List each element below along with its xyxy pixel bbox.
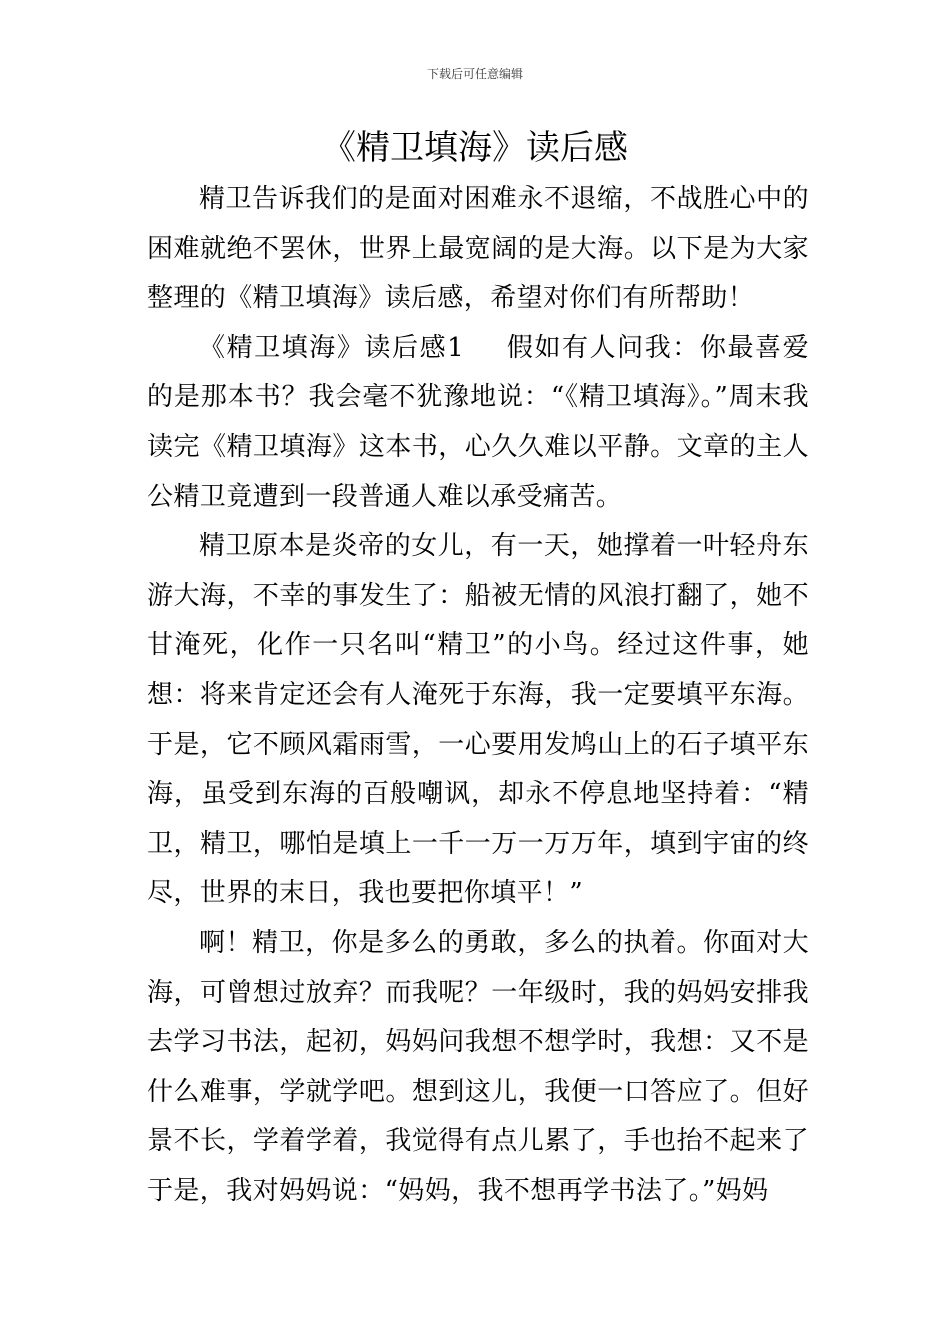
article-title: 《精卫填海》读后感 <box>322 128 628 168</box>
intro-paragraph: 精卫告诉我们的是面对困难永不退缩，不战胜心中的困难就绝不罢休，世界上最宽阔的是大海。以下是为大家整理的《精卫填海》读后感，希望对你们有所帮助！ <box>147 184 809 314</box>
section1-first-paragraph <box>147 324 809 522</box>
section1-paragraph2: 精卫原本是炎帝的女儿，有一天，她撑着一叶轻舟东游大海，不幸的事发生了：船被无情的风浪打翻了，她不甘淹死，化作一只名叫“精卫”的小鸟。经过这件事，她想：将来肯定还会有人淹死于东海，我一定要填平东海。于是，它不顾风霜雨雪，一心要用发鸠山上的石子填平东海，虽受到东海的百般嘲讽，却永不停息地坚持着：“精卫，精卫，哪怕是填上一千一万一万万年，填到宇宙的终尽，世界的末日，我也要把你填平！” <box>147 531 809 909</box>
header-note: 下载后可任意编辑 <box>426 67 523 81</box>
section1-paragraph1-text: 假如有人问我：你最喜爱的是那本书？我会毫不犹豫地说：“《精卫填海》。”周末我读完《精卫填海》这本书，心久久难以平静。文章的主人公精卫竟遭到一段普通人难以承受痛苦。 <box>147 332 810 512</box>
article-body <box>147 175 809 1216</box>
section1-paragraph3: 啊！精卫，你是多么的勇敢，多么的执着。你面对大海，可曾想过放弃？而我呢？一年级时，我的妈妈安排我去学习书法，起初，妈妈问我想不想学时，我想：又不是什么难事，学就学吧。想到这儿，我便一口答应了。但好景不长，学着学着，我觉得有点儿累了，手也抬不起来了于是，我对妈妈说：“妈妈，我不想再学书法了。”妈妈 <box>147 927 809 1206</box>
section1-heading: 《精卫填海》读后感1 <box>199 332 465 363</box>
